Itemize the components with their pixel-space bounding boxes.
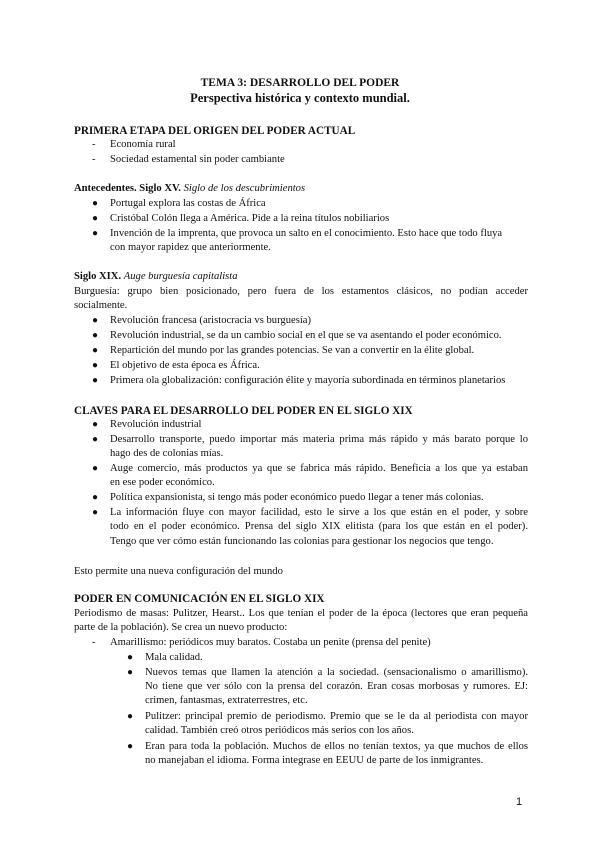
list-item: Invención de la imprenta, que provoca un salto en el conocimiento. Esto hace que todo fluya — [110, 228, 503, 239]
bullet-icon: ● — [92, 213, 99, 224]
bullet-icon: ● — [127, 667, 134, 678]
list-item-continued: con mayor rapidez que anteriormente. — [110, 242, 271, 253]
list-item-continued: todo en el poder económico. Prensa del siglo XIX elitista (para los que están en el poder). — [110, 521, 528, 532]
heading-bold: Antecedentes. Siglo XV. — [74, 183, 181, 194]
list-item: Revolución industrial, se da un cambio social en el que se va asentando el poder económico. — [110, 330, 502, 341]
bullet-icon: ● — [92, 434, 99, 445]
bullet-icon: ● — [92, 330, 99, 341]
bullet-icon: ● — [92, 463, 99, 474]
heading-bold: Siglo XIX. — [74, 271, 122, 282]
section-heading-primera-etapa: PRIMERA ETAPA DEL ORIGEN DEL PODER ACTUAL — [74, 125, 356, 137]
section-heading-claves: CLAVES PARA EL DESARROLLO DEL PODER EN EL SIGLO XIX — [74, 405, 413, 417]
dash-bullet: - — [92, 637, 96, 648]
dash-bullet: - — [92, 154, 96, 165]
sub-list-item-continued: crimen, fantasmas, extraterrestres, etc. — [145, 695, 308, 706]
bullet-icon: ● — [127, 741, 134, 752]
list-item: Portugal explora las costas de África — [110, 198, 266, 209]
sub-list-item-continued: calidad. También creó otros periódicos más serios con los años. — [145, 725, 414, 736]
section-heading-poder-comunicacion: PODER EN COMUNICACIÓN EN EL SIGLO XIX — [74, 593, 325, 605]
bullet-icon: ● — [92, 375, 99, 386]
sub-list-item-continued: No tiene que ver sólo con la prensa del corazón. Eran cosas morbosas y rumores. EJ: — [145, 681, 528, 692]
bullet-icon: ● — [92, 345, 99, 356]
list-item: El objetivo de esta época es África. — [110, 360, 260, 371]
heading-italic: Auge burguesía capitalista — [123, 271, 238, 282]
bullet-icon: ● — [92, 360, 99, 371]
section-heading-siglo-xix — [74, 270, 528, 284]
heading-italic: Siglo de los descubrimientos — [183, 183, 306, 194]
sub-list-item: Nuevos temas que llamen la atención a la sociedad. (sensacionalismo o amarillismo). — [145, 667, 528, 678]
list-item: Sociedad estamental sin poder cambiante — [110, 154, 285, 165]
section-heading-antecedentes — [74, 182, 528, 196]
list-item: Desarrollo transporte, puedo importar más materia prima más rápido y más barato porque lo — [110, 434, 528, 445]
bullet-icon: ● — [92, 198, 99, 209]
list-item: Política expansionista, si tengo más poder económico puedo llegar a tener más colonias. — [110, 492, 484, 503]
sub-list-item: Eran para toda la población. Muchos de ellos no tenían textos, ya que muchos de ellos — [145, 741, 528, 752]
list-item: Cristóbal Colón llega a América. Pide a la reina títulos nobiliarios — [110, 213, 390, 224]
sub-list-item: Pulitzer: principal premio de periodismo. Premio que se le da al periodista con mayor — [145, 711, 528, 722]
paragraph-line: Periodismo de masas: Pulitzer, Hearst.. Los que tenían el poder de la época (lectores que eran pequeña — [74, 608, 528, 619]
list-item: Repartición del mundo por las grandes potencias. Se van a convertir en la élite global. — [110, 345, 475, 356]
paragraph-line: socialmente. — [74, 300, 128, 311]
sub-list-item: Mala calidad. — [145, 652, 203, 663]
paragraph-line: parte de la población). Se crea un nuevo producto: — [74, 622, 288, 633]
bullet-icon: ● — [127, 711, 134, 722]
list-item: La información fluye con mayor facilidad, esto le sirve a los que están en el poder, y sobre — [110, 507, 528, 518]
bullet-icon: ● — [92, 492, 99, 503]
sub-list-item-continued: no manejaban el idioma. Forma integrase en EEUU de parte de los inmigrantes. — [145, 755, 484, 766]
dash-bullet: - — [92, 139, 96, 150]
bullet-icon: ● — [92, 419, 99, 430]
paragraph-line: Esto permite una nueva configuración del mundo — [74, 566, 283, 577]
document-title: TEMA 3: DESARROLLO DEL PODER — [200, 77, 400, 89]
list-item-continued: hago des de colonias mías. — [110, 448, 224, 459]
list-item-continued: en ese poder económico. — [110, 477, 215, 488]
list-item: Auge comercio, más productos ya que se fabrica más rápido. Beneficia a los que ya estaban — [110, 463, 528, 474]
bullet-icon: ● — [92, 507, 99, 518]
list-item: Primera ola globalización: configuración élite y mayoría subordinada en términos planetarios — [110, 375, 506, 386]
document-subtitle: Perspectiva histórica y contexto mundial. — [190, 91, 410, 105]
bullet-icon: ● — [92, 228, 99, 239]
list-item: Economía rural — [110, 139, 176, 150]
list-item: Revolución francesa (aristocracia vs burguesía) — [110, 315, 312, 326]
list-item-continued: Tengo que ver cómo están funcionando las colonias para gestionar los negocios que tengo. — [110, 536, 494, 547]
bullet-icon: ● — [92, 315, 99, 326]
page-number: 1 — [516, 796, 523, 808]
paragraph-line: Burguesía: grupo bien posicionado, pero fuera de los estamentos clásicos, no podían acceder — [74, 286, 528, 297]
list-item: Revolución industrial — [110, 419, 202, 430]
list-item: Amarillismo: periódicos muy baratos. Costaba un penite (prensa del penite) — [110, 637, 431, 648]
bullet-icon: ● — [127, 652, 134, 663]
